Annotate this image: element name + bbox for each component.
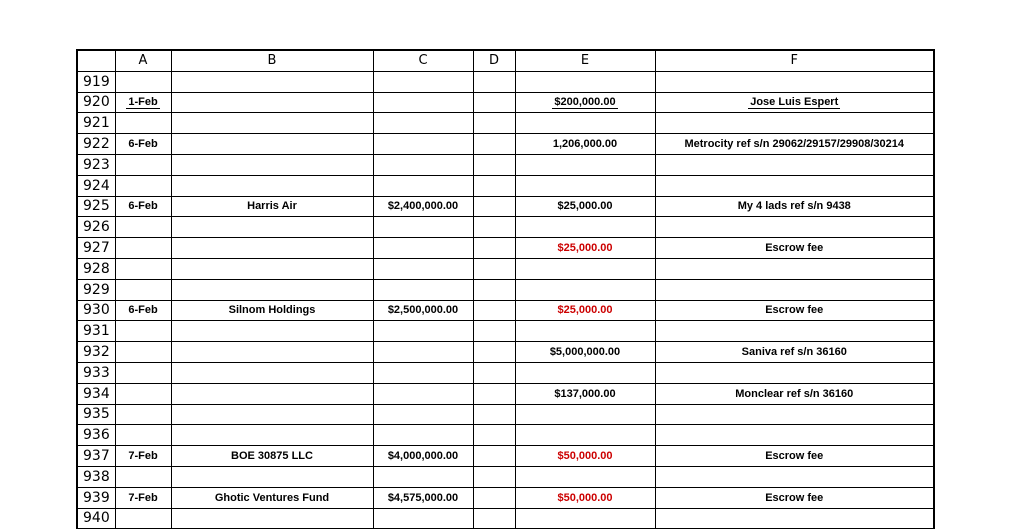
cell-e[interactable] [515, 92, 655, 113]
cell-d[interactable] [473, 321, 515, 342]
cell-f[interactable] [655, 113, 934, 134]
cell-c[interactable] [373, 258, 473, 279]
table-row [77, 71, 934, 92]
cell-f[interactable] [655, 383, 934, 404]
cell-c[interactable] [373, 196, 473, 217]
cell-d[interactable] [473, 196, 515, 217]
cell-b[interactable] [171, 321, 373, 342]
cell-a[interactable] [115, 154, 171, 175]
table-row [77, 175, 934, 196]
table-row [77, 113, 934, 134]
cell-f[interactable] [655, 487, 934, 508]
cell-c[interactable] [373, 404, 473, 425]
table-row [77, 321, 934, 342]
cell-e[interactable] [515, 71, 655, 92]
cell-a[interactable] [115, 342, 171, 363]
cell-value: $4,575,000.00 [387, 491, 459, 504]
cell-value: Metrocity ref s/n 29062/29157/29908/30214 [684, 138, 905, 151]
cell-b[interactable] [171, 92, 373, 113]
cell-b[interactable] [171, 342, 373, 363]
cell-b[interactable] [171, 508, 373, 529]
cell-c[interactable] [373, 383, 473, 404]
cell-d[interactable] [473, 362, 515, 383]
table-row [77, 404, 934, 425]
cell-f[interactable] [655, 404, 934, 425]
cell-b[interactable] [171, 134, 373, 155]
cell-d[interactable] [473, 342, 515, 363]
cell-value: Harris Air [247, 200, 297, 213]
row-number[interactable]: 931 [77, 321, 115, 342]
cell-value: 6-Feb [128, 304, 158, 317]
row-number[interactable]: 938 [77, 466, 115, 487]
row-number[interactable]: 927 [77, 238, 115, 259]
row-number[interactable]: 934 [77, 383, 115, 404]
column-header-a[interactable]: A [115, 50, 171, 71]
cell-e[interactable] [515, 258, 655, 279]
table-row [77, 258, 934, 279]
cell-b[interactable] [171, 71, 373, 92]
cell-value: 1-Feb [128, 96, 158, 109]
cell-value: 7-Feb [128, 491, 158, 504]
cell-f[interactable] [655, 175, 934, 196]
cell-c[interactable] [373, 300, 473, 321]
row-number[interactable]: 922 [77, 134, 115, 155]
table-row [77, 425, 934, 446]
cell-value: $4,000,000.00 [387, 450, 459, 463]
cell-a[interactable] [115, 92, 171, 113]
table-row [77, 92, 934, 113]
cell-e[interactable] [515, 175, 655, 196]
cell-e[interactable] [515, 425, 655, 446]
cell-value: 6-Feb [128, 138, 158, 151]
cell-b[interactable] [171, 446, 373, 467]
cell-value: Escrow fee [765, 491, 824, 504]
cell-value: Silnom Holdings [228, 304, 316, 317]
cell-b[interactable] [171, 300, 373, 321]
row-number[interactable]: 937 [77, 446, 115, 467]
cell-a[interactable] [115, 258, 171, 279]
cell-b[interactable] [171, 196, 373, 217]
column-header-row [77, 50, 934, 71]
row-number[interactable]: 923 [77, 154, 115, 175]
cell-c[interactable] [373, 71, 473, 92]
row-number[interactable]: 936 [77, 425, 115, 446]
cell-a[interactable] [115, 217, 171, 238]
cell-value: Escrow fee [765, 450, 824, 463]
cell-d[interactable] [473, 175, 515, 196]
table-row [77, 487, 934, 508]
column-header-d[interactable]: D [473, 50, 515, 71]
cell-b[interactable] [171, 238, 373, 259]
row-number[interactable]: 926 [77, 217, 115, 238]
column-header-c[interactable]: C [373, 50, 473, 71]
table-row [77, 300, 934, 321]
cell-c[interactable] [373, 154, 473, 175]
table-row [77, 238, 934, 259]
cell-c[interactable] [373, 508, 473, 529]
table-row [77, 508, 934, 529]
row-number[interactable]: 920 [77, 92, 115, 113]
cell-d[interactable] [473, 404, 515, 425]
row-number[interactable]: 924 [77, 175, 115, 196]
cell-c[interactable] [373, 279, 473, 300]
cell-e[interactable] [515, 134, 655, 155]
cell-d[interactable] [473, 217, 515, 238]
cell-a[interactable] [115, 279, 171, 300]
cell-a[interactable] [115, 300, 171, 321]
cell-a[interactable] [115, 425, 171, 446]
cell-d[interactable] [473, 446, 515, 467]
cell-e[interactable] [515, 321, 655, 342]
cell-c[interactable] [373, 238, 473, 259]
cell-c[interactable] [373, 362, 473, 383]
table-row [77, 342, 934, 363]
cell-a[interactable] [115, 134, 171, 155]
cell-a[interactable] [115, 175, 171, 196]
cell-e[interactable] [515, 383, 655, 404]
cell-value: Saniva ref s/n 36160 [741, 346, 847, 359]
cell-value: Escrow fee [765, 242, 824, 255]
cell-c[interactable] [373, 321, 473, 342]
row-number[interactable]: 929 [77, 279, 115, 300]
cell-d[interactable] [473, 300, 515, 321]
cell-e[interactable] [515, 404, 655, 425]
cell-value: $50,000.00 [557, 450, 613, 463]
cell-b[interactable] [171, 258, 373, 279]
cell-b[interactable] [171, 217, 373, 238]
cell-e[interactable] [515, 113, 655, 134]
cell-value: $2,400,000.00 [387, 200, 459, 213]
cell-d[interactable] [473, 154, 515, 175]
cell-b[interactable] [171, 175, 373, 196]
cell-f[interactable] [655, 92, 934, 113]
cell-a[interactable] [115, 238, 171, 259]
cell-c[interactable] [373, 487, 473, 508]
corner-cell[interactable] [77, 50, 115, 71]
cell-f[interactable] [655, 217, 934, 238]
cell-value: $137,000.00 [554, 387, 616, 400]
cell-a[interactable] [115, 362, 171, 383]
table-row [77, 196, 934, 217]
cell-value: $25,000.00 [557, 242, 613, 255]
cell-a[interactable] [115, 466, 171, 487]
cell-f[interactable] [655, 196, 934, 217]
row-number[interactable]: 940 [77, 508, 115, 529]
cell-a[interactable] [115, 196, 171, 217]
cell-f[interactable] [655, 466, 934, 487]
cell-value: 1,206,000.00 [552, 138, 618, 151]
row-number[interactable]: 939 [77, 487, 115, 508]
cell-c[interactable] [373, 92, 473, 113]
cell-e[interactable] [515, 362, 655, 383]
row-number[interactable]: 930 [77, 300, 115, 321]
cell-value: $200,000.00 [554, 96, 616, 109]
cell-c[interactable] [373, 466, 473, 487]
cell-f[interactable] [655, 279, 934, 300]
cell-value: $50,000.00 [557, 491, 613, 504]
column-header-e[interactable]: E [515, 50, 655, 71]
cell-d[interactable] [473, 238, 515, 259]
cell-d[interactable] [473, 113, 515, 134]
cell-value: $25,000.00 [557, 200, 613, 213]
cell-value: Jose Luis Espert [750, 96, 839, 109]
cell-d[interactable] [473, 71, 515, 92]
cell-c[interactable] [373, 446, 473, 467]
row-number[interactable]: 935 [77, 404, 115, 425]
cell-e[interactable] [515, 238, 655, 259]
cell-c[interactable] [373, 217, 473, 238]
row-number[interactable]: 928 [77, 258, 115, 279]
cell-f[interactable] [655, 134, 934, 155]
cell-b[interactable] [171, 279, 373, 300]
cell-value: BOE 30875 LLC [231, 450, 313, 463]
cell-c[interactable] [373, 175, 473, 196]
cell-a[interactable] [115, 404, 171, 425]
cell-b[interactable] [171, 113, 373, 134]
cell-b[interactable] [171, 154, 373, 175]
row-number[interactable]: 921 [77, 113, 115, 134]
cell-b[interactable] [171, 487, 373, 508]
table-row [77, 362, 934, 383]
spreadsheet-grid [76, 49, 935, 529]
table-row [77, 446, 934, 467]
cell-b[interactable] [171, 383, 373, 404]
cell-b[interactable] [171, 404, 373, 425]
table-row [77, 279, 934, 300]
cell-d[interactable] [473, 383, 515, 404]
cell-c[interactable] [373, 425, 473, 446]
cell-c[interactable] [373, 113, 473, 134]
cell-value: Ghotic Ventures Fund [214, 491, 330, 504]
cell-value: 7-Feb [128, 450, 158, 463]
cell-b[interactable] [171, 466, 373, 487]
table-row [77, 383, 934, 404]
cell-e[interactable] [515, 342, 655, 363]
cell-d[interactable] [473, 508, 515, 529]
cell-d[interactable] [473, 134, 515, 155]
cell-e[interactable] [515, 446, 655, 467]
row-number[interactable]: 932 [77, 342, 115, 363]
cell-e[interactable] [515, 487, 655, 508]
cell-a[interactable] [115, 446, 171, 467]
cell-f[interactable] [655, 342, 934, 363]
cell-a[interactable] [115, 71, 171, 92]
cell-d[interactable] [473, 279, 515, 300]
cell-d[interactable] [473, 258, 515, 279]
cell-d[interactable] [473, 425, 515, 446]
cell-value: $2,500,000.00 [387, 304, 459, 317]
cell-f[interactable] [655, 446, 934, 467]
cell-a[interactable] [115, 383, 171, 404]
cell-f[interactable] [655, 362, 934, 383]
cell-c[interactable] [373, 342, 473, 363]
cell-e[interactable] [515, 300, 655, 321]
cell-d[interactable] [473, 92, 515, 113]
cell-f[interactable] [655, 71, 934, 92]
sheet-body [77, 71, 934, 529]
cell-value: Escrow fee [765, 304, 824, 317]
cell-value: Monclear ref s/n 36160 [735, 387, 854, 400]
column-header-b[interactable]: B [171, 50, 373, 71]
table-row [77, 466, 934, 487]
cell-e[interactable] [515, 279, 655, 300]
cell-d[interactable] [473, 487, 515, 508]
table-row [77, 217, 934, 238]
cell-c[interactable] [373, 134, 473, 155]
cell-e[interactable] [515, 466, 655, 487]
cell-f[interactable] [655, 154, 934, 175]
cell-b[interactable] [171, 362, 373, 383]
cell-d[interactable] [473, 466, 515, 487]
cell-value: 6-Feb [128, 200, 158, 213]
row-number[interactable]: 933 [77, 362, 115, 383]
cell-e[interactable] [515, 217, 655, 238]
cell-f[interactable] [655, 321, 934, 342]
cell-e[interactable] [515, 154, 655, 175]
cell-f[interactable] [655, 300, 934, 321]
row-number[interactable]: 919 [77, 71, 115, 92]
cell-value: $25,000.00 [557, 304, 613, 317]
column-header-f[interactable]: F [655, 50, 934, 71]
cell-f[interactable] [655, 258, 934, 279]
cell-value: My 4 lads ref s/n 9438 [737, 200, 851, 213]
cell-e[interactable] [515, 508, 655, 529]
cell-a[interactable] [115, 321, 171, 342]
cell-a[interactable] [115, 508, 171, 529]
cell-b[interactable] [171, 425, 373, 446]
cell-a[interactable] [115, 113, 171, 134]
cell-value: $5,000,000.00 [549, 346, 621, 359]
cell-f[interactable] [655, 508, 934, 529]
cell-a[interactable] [115, 487, 171, 508]
cell-f[interactable] [655, 238, 934, 259]
cell-f[interactable] [655, 425, 934, 446]
row-number[interactable]: 925 [77, 196, 115, 217]
cell-e[interactable] [515, 196, 655, 217]
table-row [77, 134, 934, 155]
table-row [77, 154, 934, 175]
